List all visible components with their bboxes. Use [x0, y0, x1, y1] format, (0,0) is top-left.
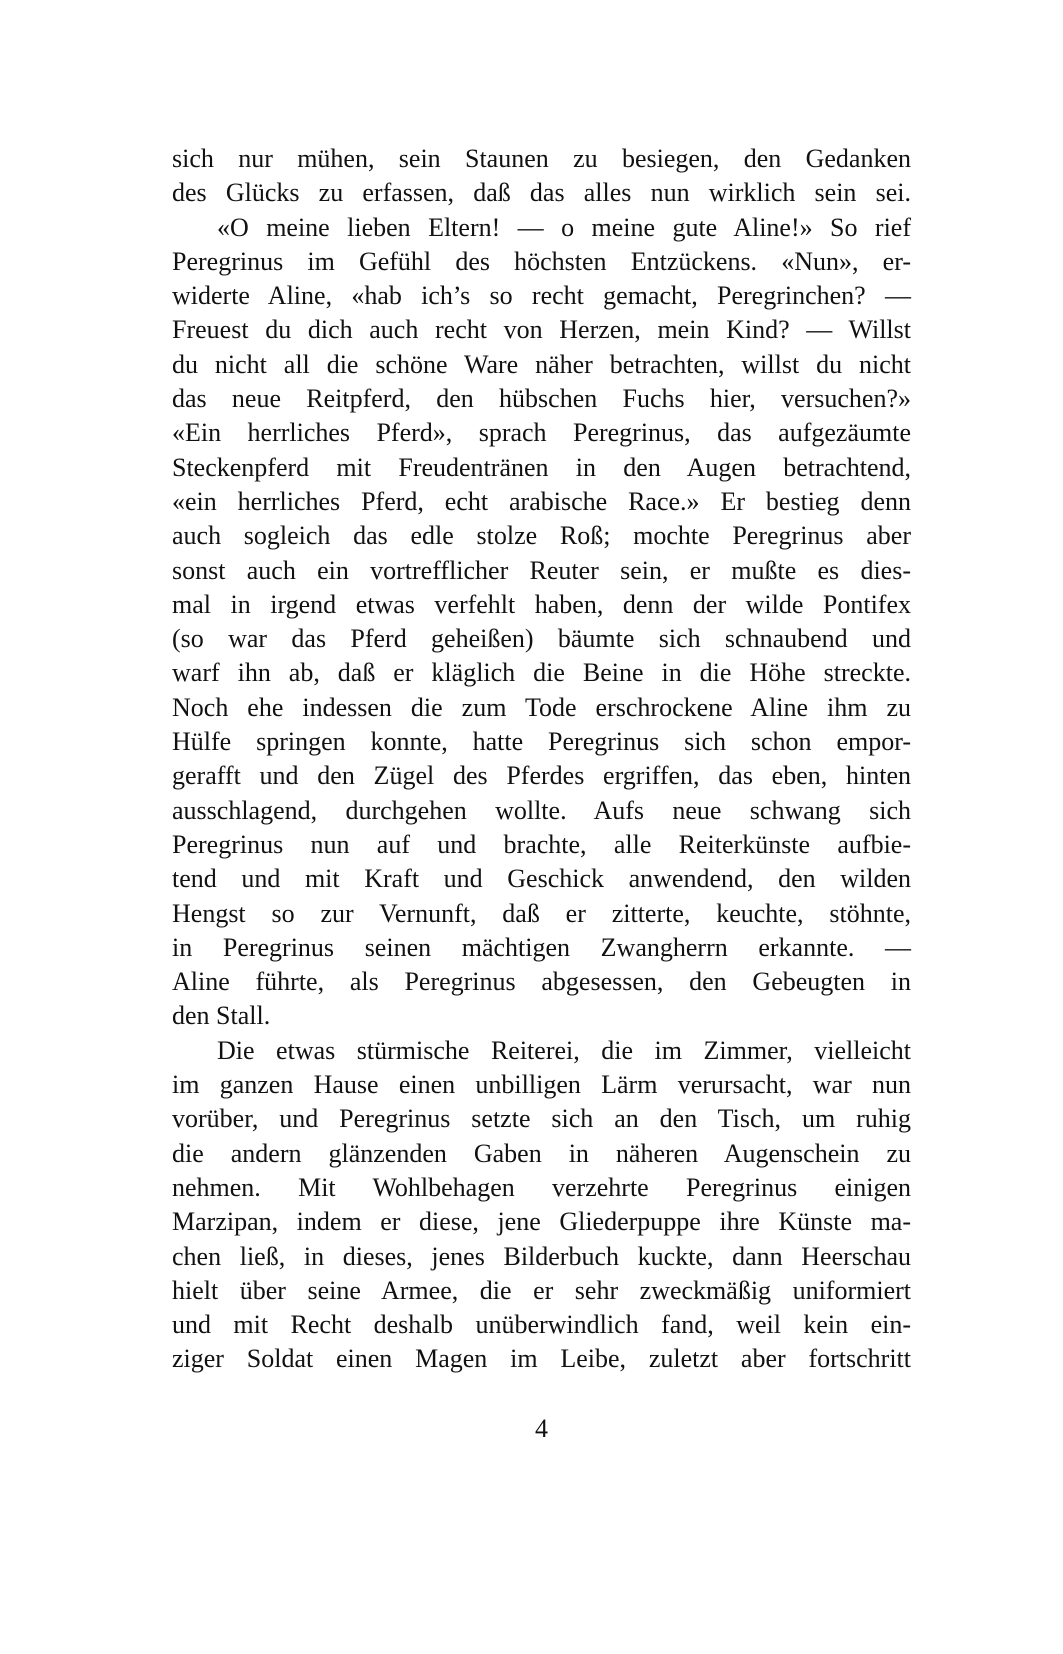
paragraph: [172, 211, 911, 1034]
text-line: den Stall.: [172, 1001, 271, 1031]
text-line: «Ein herrliches Pferd», sprach Peregrinus, das aufgezäumte: [172, 418, 911, 448]
text-line: «ein herrliches Pferd, echt arabische Race.» Er bestieg denn: [172, 486, 911, 516]
text-line: Hengst so zur Vernunft, daß er zitterte, keuchte, stöhnte,: [172, 898, 911, 928]
text-line: gerafft und den Zügel des Pferdes ergriffen, das eben, hinten: [172, 761, 911, 791]
text-line: chen ließ, in dieses, jenes Bilderbuch kuckte, dann Heerschau: [172, 1241, 911, 1271]
text-line: ziger Soldat einen Magen im Leibe, zuletzt aber fortschritt: [172, 1344, 911, 1374]
text-line: Die etwas stürmische Reiterei, die im Zimmer, vielleicht: [217, 1035, 911, 1065]
text-line: «O meine lieben Eltern! — o meine gute Aline!» So rief: [217, 212, 911, 242]
text-line: sich nur mühen, sein Staunen zu besiegen, den Gedanken: [172, 144, 911, 173]
text-line: warf ihn ab, daß er kläglich die Beine in die Höhe streckte.: [172, 658, 911, 688]
paragraph: [172, 1034, 911, 1377]
text-line: in Peregrinus seinen mächtigen Zwangherrn erkannte. —: [172, 932, 911, 962]
text-line: (so war das Pferd geheißen) bäumte sich schnaubend und: [172, 624, 911, 654]
text-line: die andern glänzenden Gaben in näheren Augenschein zu: [172, 1138, 911, 1168]
text-line: das neue Reitpferd, den hübschen Fuchs hier, versuchen?»: [172, 384, 911, 414]
text-line: im ganzen Hause einen unbilligen Lärm verursacht, war nun: [172, 1070, 911, 1100]
text-line: hielt über seine Armee, die er sehr zweckmäßig uniformiert: [172, 1275, 911, 1305]
text-line: Noch ehe indessen die zum Tode erschrockene Aline ihm zu: [172, 692, 911, 722]
text-line: auch sogleich das edle stolze Roß; mochte Peregrinus aber: [172, 521, 911, 551]
text-line: Marzipan, indem er diese, jene Gliederpuppe ihre Künste ma-: [172, 1207, 911, 1237]
text-line: Peregrinus nun auf und brachte, alle Reiterkünste aufbie-: [172, 829, 911, 859]
text-line: ausschlagend, durchgehen wollte. Aufs neue schwang sich: [172, 795, 911, 825]
text-line: nehmen. Mit Wohlbehagen verzehrte Peregrinus einigen: [172, 1172, 911, 1202]
page-number: 4: [535, 1414, 548, 1443]
text-line: Hülfe springen konnte, hatte Peregrinus sich schon empor-: [172, 727, 911, 757]
text-line: und mit Recht deshalb unüberwindlich fand, weil kein ein-: [172, 1310, 911, 1340]
text-line: tend und mit Kraft und Geschick anwendend, den wilden: [172, 864, 911, 894]
text-line: Aline führte, als Peregrinus abgesessen, den Gebeugten in: [172, 967, 911, 997]
text-line: du nicht all die schöne Ware näher betrachten, willst du nicht: [172, 349, 911, 379]
text-line: mal in irgend etwas verfehlt haben, denn der wilde Pontifex: [172, 589, 911, 619]
text-line: widerte Aline, «hab ich’s so recht gemacht, Peregrinchen? —: [172, 281, 911, 311]
text-line: sonst auch ein vortrefflicher Reuter sein, er mußte es dies-: [172, 555, 911, 585]
body-text: [172, 142, 911, 1377]
paragraph: [172, 142, 911, 211]
text-line: Steckenpferd mit Freudentränen in den Augen betrachtend,: [172, 452, 911, 482]
text-line: Peregrinus im Gefühl des höchsten Entzückens. «Nun», er-: [172, 246, 911, 276]
text-line: vorüber, und Peregrinus setzte sich an den Tisch, um ruhig: [172, 1104, 911, 1134]
text-line: des Glücks zu erfassen, daß das alles nun wirklich sein sei.: [172, 178, 911, 208]
text-line: Freuest du dich auch recht von Herzen, mein Kind? — Willst: [172, 315, 911, 345]
